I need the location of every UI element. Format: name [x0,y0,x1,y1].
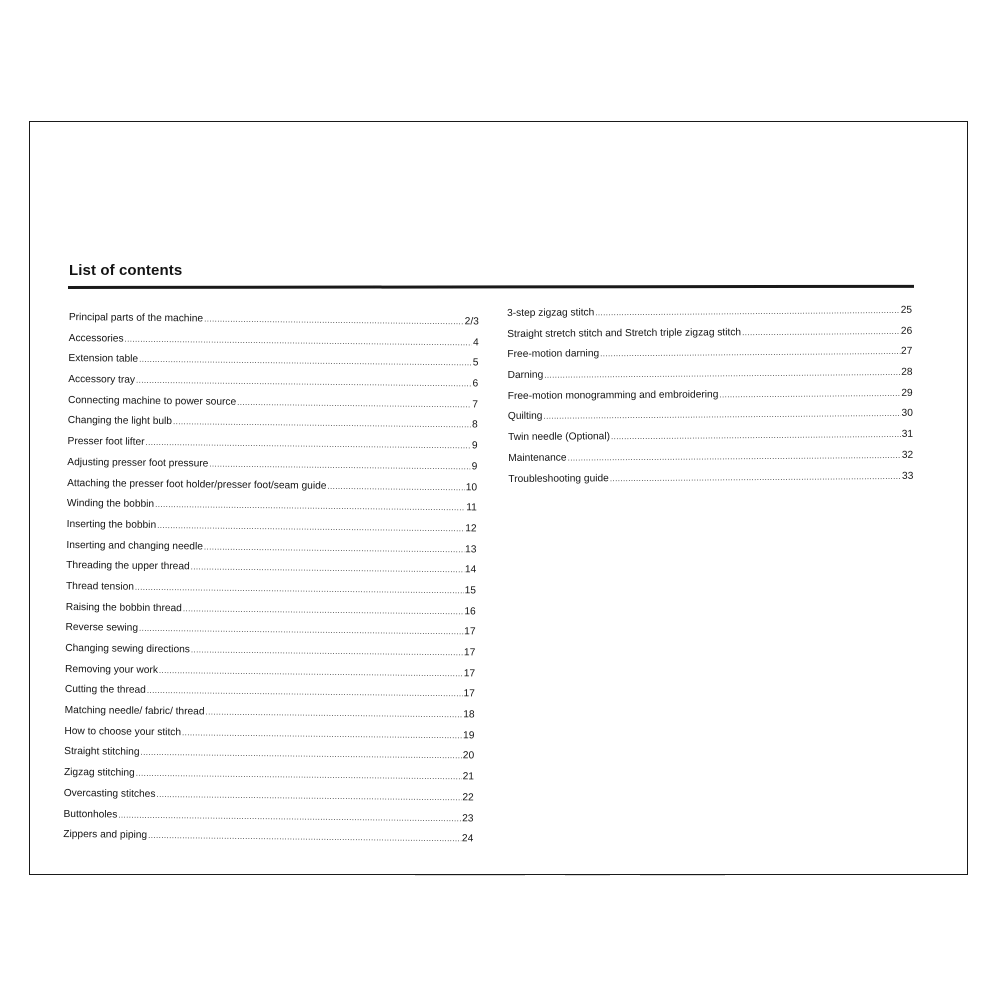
toc-entry-page-number: 25 [900,304,913,316]
toc-entry-label: Removing your work [65,663,159,676]
toc-entry-label: Free-motion darning [507,348,600,361]
dot-leader [209,454,471,478]
dot-leader [191,640,463,664]
toc-entry-label: Troubleshooting guide [508,472,609,485]
toc-entry-label: Presser foot lifter [67,436,145,448]
scan-artifact [415,875,525,876]
dot-leader [205,703,462,726]
toc-entry-label: Inserting the bobbin [66,518,157,531]
toc-entry-page-number: 11 [466,502,477,514]
scan-artifact [565,875,610,876]
toc-entry-label: Winding the bobbin [66,498,155,511]
toc-entry-page-number: 19 [462,730,475,742]
toc-entry-page-number: 21 [462,771,475,783]
toc-entry-page-number: 18 [463,709,475,721]
toc-entry-page-number: 17 [463,647,476,659]
toc-entry-label: Quilting [507,411,543,423]
toc-entry [63,825,473,850]
toc-entry-label: Threading the upper thread [66,560,190,573]
toc-entry-page-number: 20 [462,750,475,762]
toc-entry-page-number: 2/3 [464,316,479,328]
dot-leader [148,826,461,850]
dot-leader [600,342,900,365]
toc-entry-page-number: 28 [901,366,913,378]
toc-entry-page-number: 15 [464,585,477,597]
dot-leader [327,476,464,498]
toc-entry-page-number: 26 [900,325,913,337]
toc-entry-label: Thread tension [65,580,135,593]
contents-column-right [507,301,913,490]
toc-entry-page-number: 33 [901,470,914,482]
toc-entry-page-number: 4 [472,337,479,349]
dot-leader [544,363,900,386]
dot-leader [543,404,900,428]
dot-leader [237,393,471,416]
dot-leader [719,384,900,406]
toc-entry-label: Cutting the thread [64,684,146,697]
toc-entry-label: Overcasting stitches [63,787,156,800]
toc-entry-label: Straight stretch stitch and Stretch triple zigzag stitch [507,326,742,340]
toc-entry-label: Zippers and piping [63,829,148,842]
toc-entry-page-number: 30 [901,408,913,420]
toc-entry-page-number: 17 [463,688,475,700]
toc-entry-page-number: 23 [462,812,474,824]
toc-entry-label: Matching needle/ fabric/ thread [64,705,205,718]
toc-entry-label: Darning [507,369,544,382]
toc-entry-page-number: 5 [472,357,479,369]
toc-entry-page-number: 31 [901,428,914,441]
toc-entry-page-number: 8 [472,419,478,431]
toc-entry-label: Attaching the presser foot holder/presser foot/seam guide [67,477,327,492]
toc-entry-label: Changing the light bulb [67,415,173,428]
toc-entry-label: Zigzag stitching [63,767,135,779]
toc-entry-page-number: 6 [472,378,479,390]
dot-leader [611,425,901,448]
toc-entry-page-number: 9 [471,440,478,452]
dot-leader [204,309,464,333]
toc-entry-page-number: 10 [465,481,478,493]
toc-entry-page-number: 13 [465,543,477,555]
toc-entry-label: Raising the bobbin thread [65,601,182,614]
toc-entry-label: 3-step zigzag stitch [507,307,595,319]
toc-entry-page-number: 32 [901,449,914,461]
page-title: List of contents [69,262,183,279]
dot-leader [567,446,900,469]
dot-leader [191,558,464,582]
toc-entry-label: Accessories [68,332,124,345]
toc-entry-page-number: 29 [901,387,913,399]
toc-entry-page-number: 22 [462,792,474,804]
toc-entry-label: How to choose your stitch [64,725,182,738]
dot-leader [595,301,900,324]
dot-leader [204,537,464,561]
toc-entry-page-number: 12 [465,523,477,535]
dot-leader [742,322,900,344]
toc-entry-page-number: 7 [472,399,479,411]
toc-entry-page-number: 14 [464,564,477,576]
contents-column-left [63,308,479,850]
toc-entry-label: Buttonholes [63,808,118,821]
toc-entry-page-number: 27 [901,346,913,358]
toc-entry-label: Accessory tray [68,374,136,386]
dot-leader [610,466,901,489]
toc-entry-label: Principal parts of the machine [68,311,204,325]
toc-entry-page-number: 24 [461,833,474,845]
toc-entry-label: Twin needle (Optional) [508,431,611,444]
toc-entry-page-number: 9 [471,461,478,473]
toc-entry-label: Changing sewing directions [65,642,190,656]
toc-entry-page-number: 16 [464,605,476,618]
toc-entry-label: Free-motion monogramming and embroidering [507,389,719,402]
toc-entry-label: Inserting and changing needle [66,539,204,553]
toc-entry-label: Extension table [68,353,139,366]
toc-entry-label: Reverse sewing [65,622,139,635]
toc-entry-page-number: 17 [464,626,476,638]
scan-artifact [640,875,725,876]
toc-entry [508,466,913,490]
toc-entry-page-number: 17 [463,667,476,680]
toc-entry-label: Adjusting presser foot pressure [67,456,209,470]
toc-entry-label: Maintenance [508,452,567,464]
toc-entry-label: Straight stitching [64,746,140,759]
toc-entry-label: Connecting machine to power source [67,394,237,408]
